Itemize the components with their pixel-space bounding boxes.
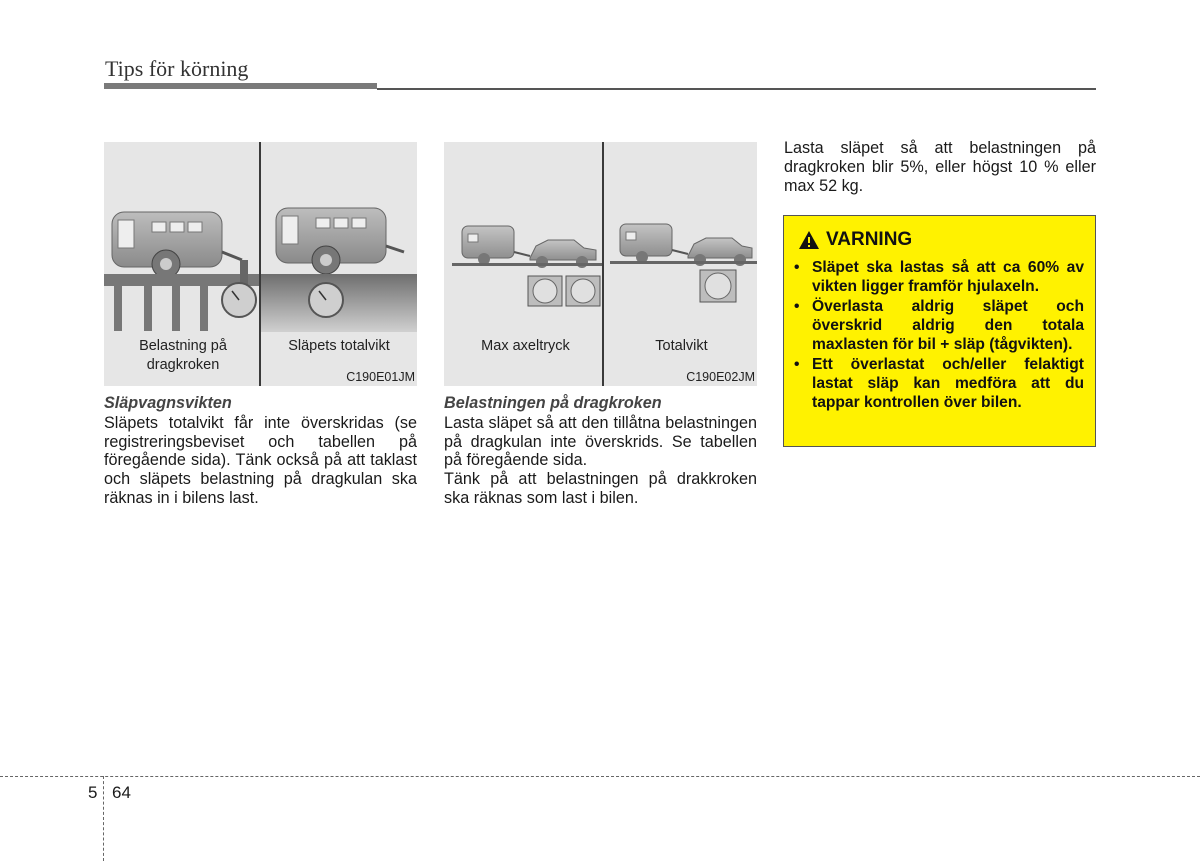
warning-header (798, 229, 912, 251)
title-underline-thick (104, 83, 377, 89)
warning-list (792, 258, 1084, 413)
column-trailer-weight (104, 394, 417, 508)
subheading: Belastningen på dragkroken (444, 394, 662, 412)
column-hitch-load (444, 394, 757, 508)
figure-label: Släpets totalvikt (288, 338, 390, 354)
subheading: Släpvagnsvikten (104, 394, 232, 412)
warning-triangle-icon (798, 230, 820, 250)
body-paragraph: Lasta släpet så att den tillåtna belastningen på dragkulan inte överskrids. Se tabellen på föregående sida. (444, 413, 757, 470)
warning-item-text: Ett överlastat och/eller felaktigt lastat släp kan medföra att du tappar kontrollen över bilen. (812, 356, 1084, 411)
footer-vertical-rule (103, 776, 104, 861)
body-paragraph: Tänk på att belastningen på drakkroken ska räknas som last i bilen. (444, 470, 757, 507)
body-paragraph: Lasta släpet så att belastningen på dragkroken blir 5%, eller högst 10 % eller max 52 kg. (784, 139, 1096, 195)
body-paragraph: Släpets totalvikt får inte överskridas (se registreringsbeviset och tabellen på föregående sida). Tänk också på att taklast och släpets belastning på dragkulan ska räknas in i bilens last. (104, 413, 417, 507)
figure-label: Max axeltryck (481, 338, 570, 354)
bullet: • (794, 356, 800, 373)
figure-code: C190E01JM (346, 370, 415, 384)
page-number: 64 (112, 783, 131, 802)
warning-item-text: Släpet ska lastas så att ca 60% av vikten ligger framför hjulaxeln. (812, 259, 1084, 295)
figure-label: Belastning på dragkroken (139, 338, 227, 373)
title-underline-thin (377, 88, 1096, 90)
figure-divider (602, 142, 604, 386)
footer-rule (0, 776, 1200, 777)
warning-item (792, 355, 1084, 412)
figure-label: Totalvikt (655, 338, 708, 354)
bullet: • (794, 259, 800, 276)
column-load-advice (784, 139, 1096, 196)
warning-title: VARNING (826, 229, 913, 250)
figure-trailer-weight (104, 142, 417, 386)
figure-axle-load (444, 142, 757, 386)
figure-divider (259, 142, 261, 386)
chapter-number: 5 (88, 783, 98, 802)
bullet: • (794, 298, 800, 315)
warning-item (792, 297, 1084, 354)
warning-box (783, 215, 1096, 447)
figure-code: C190E02JM (686, 370, 755, 384)
warning-item-text: Överlasta aldrig släpet och överskrid aldrig den totala maxlasten för bil + släp (tågvikten). (812, 298, 1084, 353)
warning-item (792, 258, 1084, 296)
page-title: Tips för körning (105, 56, 249, 81)
